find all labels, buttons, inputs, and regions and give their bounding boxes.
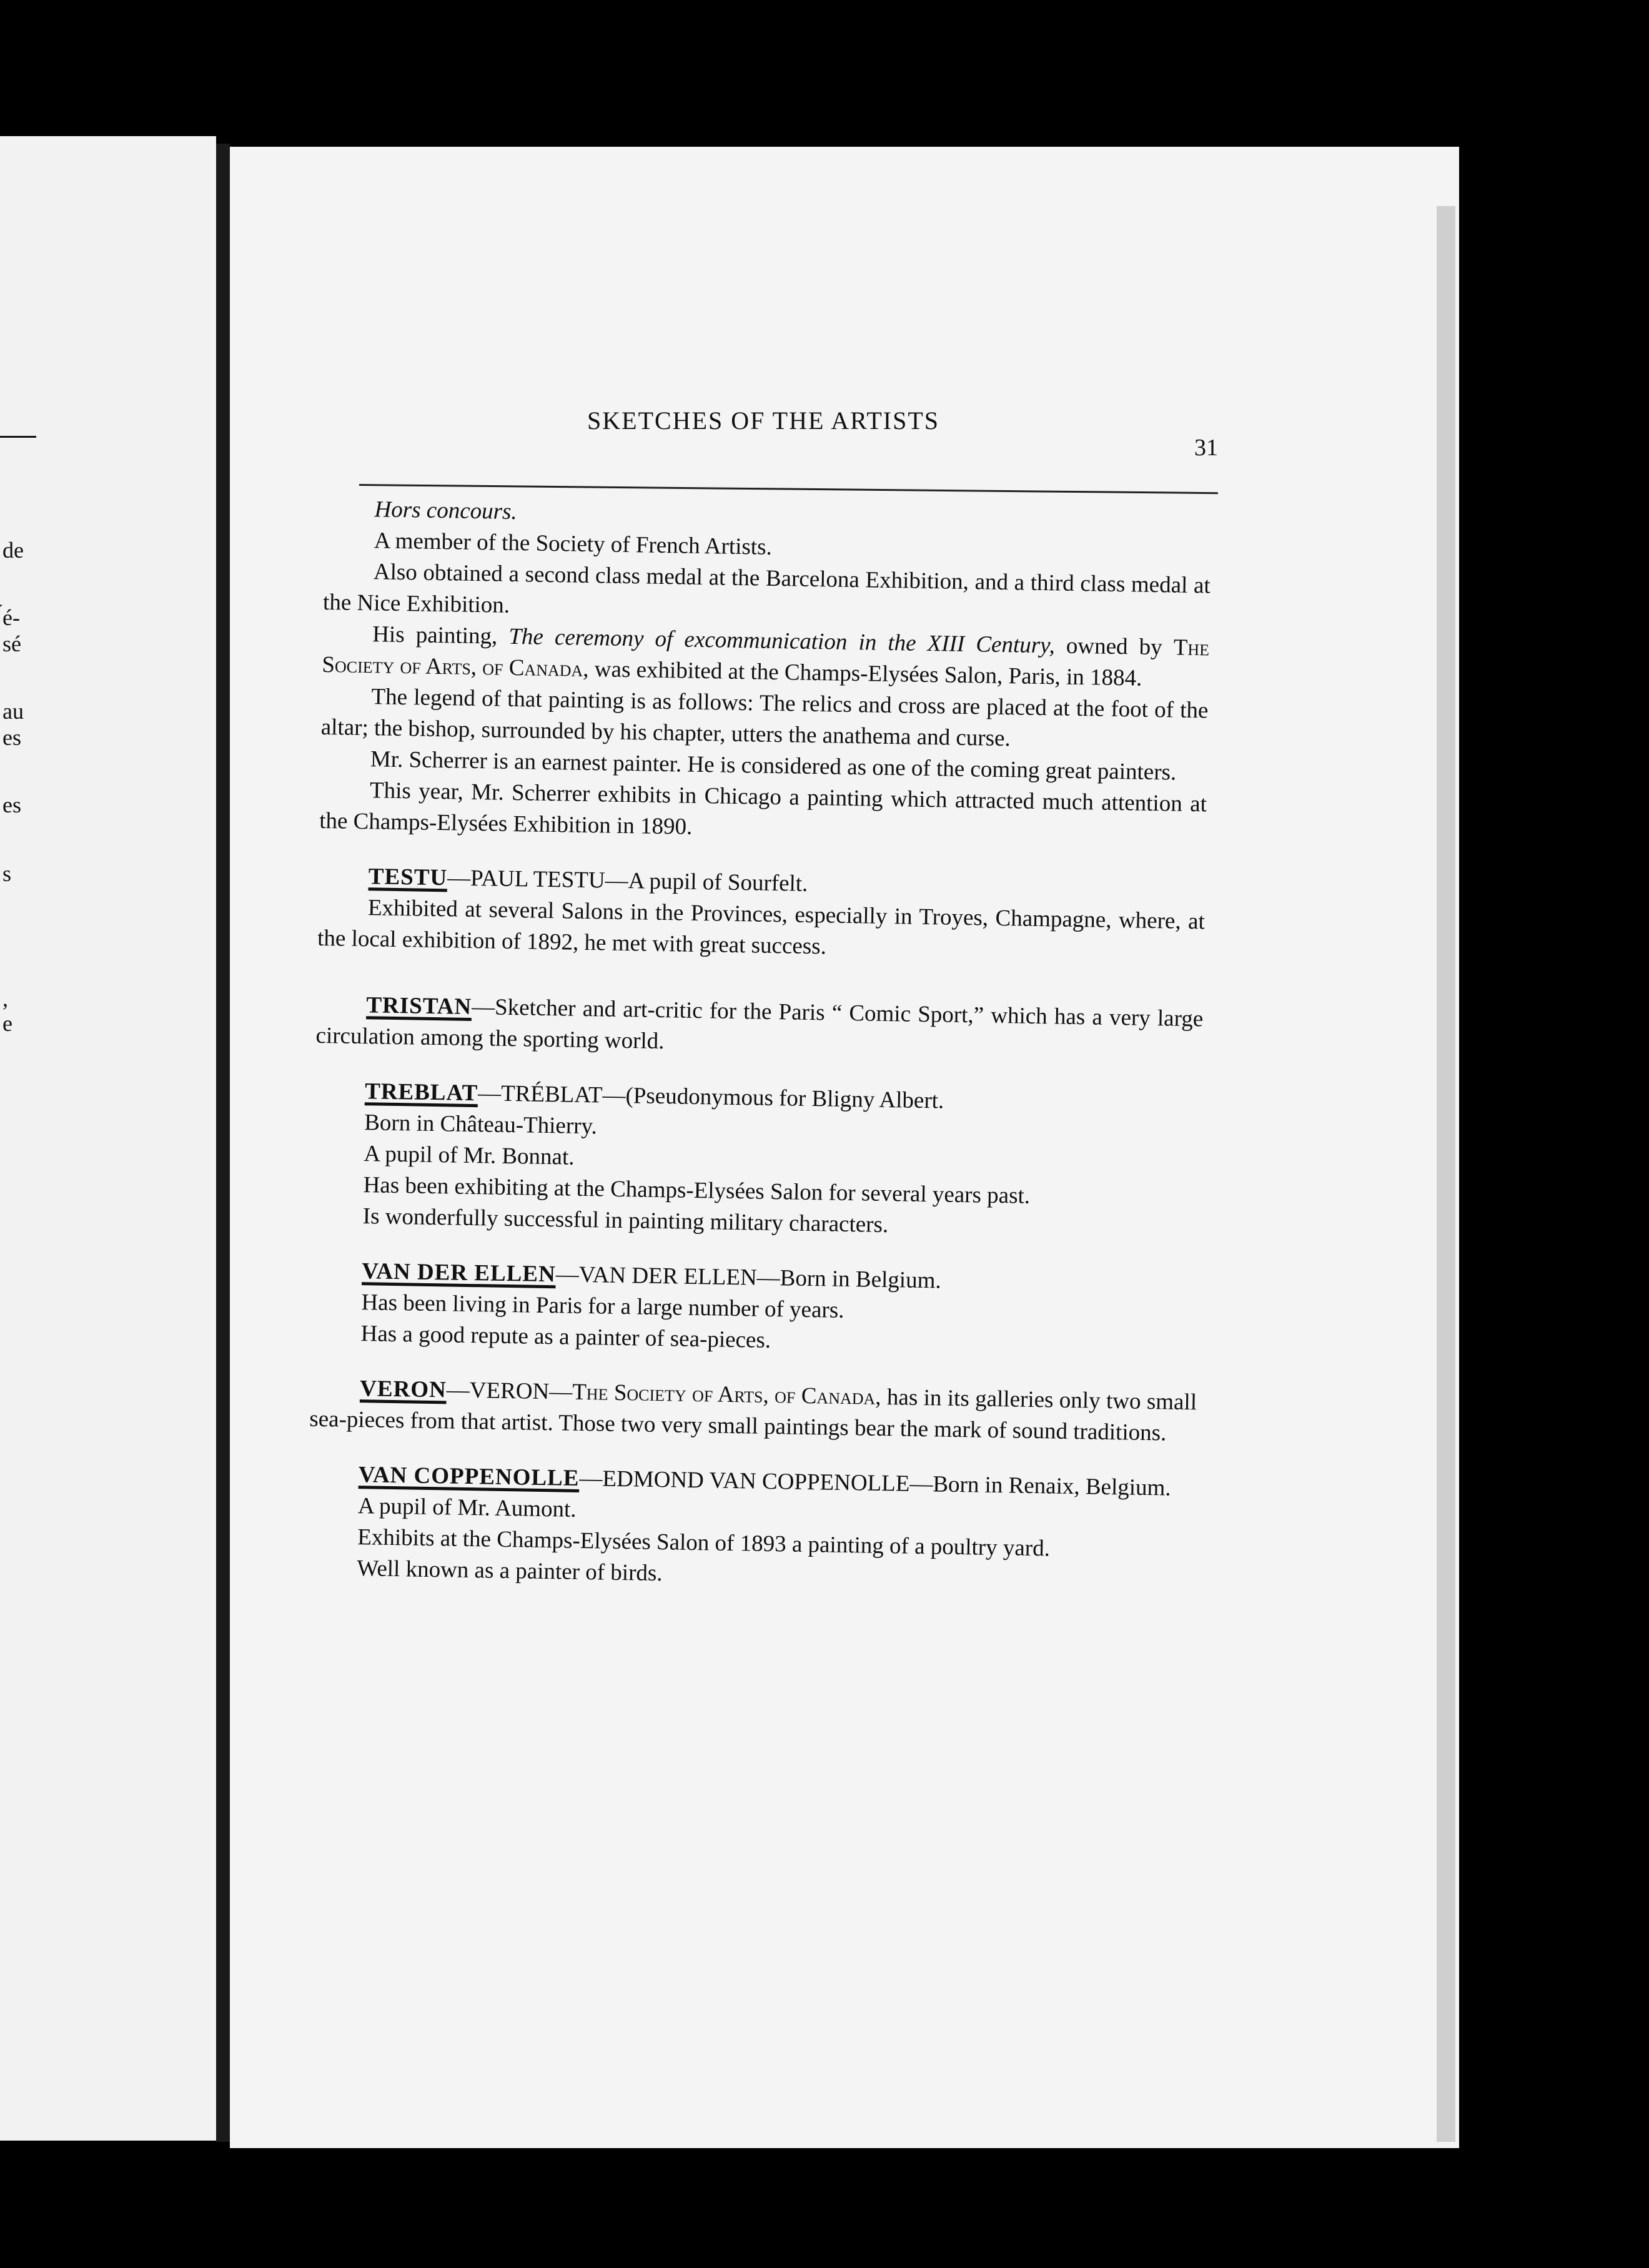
scherrer-legend: The legend of that painting is as follows: The relics and cross are placed at the foot of the altar; the bishop, surrounded by his chapter, utters the anathema and curse.	[320, 684, 1209, 752]
left-page-fragment: ,	[2, 986, 8, 1011]
page-body	[307, 493, 1212, 1598]
society-name: The Society of Arts, of Canada,	[322, 634, 1210, 683]
page-edge	[1437, 206, 1455, 2142]
left-page-fragment: es	[2, 725, 21, 750]
left-page-fragment: ́é-	[2, 605, 20, 630]
van-der-ellen-living: Has been living in Paris for a large number of years.	[361, 1289, 844, 1323]
left-page	[0, 136, 216, 2141]
left-page-rule	[0, 436, 36, 438]
left-page-fragment: e	[2, 1011, 12, 1036]
page-number: 31	[1194, 435, 1218, 461]
testu-exhibited: Exhibited at several Salons in the Provinces, especially in Troyes, Champagne, where, at the local exhibition of 1892, he met with great success.	[317, 895, 1206, 960]
entry-name-van-der-ellen: VAN DER ELLEN	[362, 1258, 557, 1288]
treblat-born: Born in Château-Thierry.	[364, 1110, 598, 1140]
scherrer-earnest: Mr. Scherrer is an earnest painter. He is considered as one of the coming great painters.	[370, 746, 1177, 786]
van-coppenolle-pupil: A pupil of Mr. Aumont.	[357, 1493, 577, 1522]
society-name: The Society of Arts, of Canada,	[572, 1379, 881, 1410]
entry-name-veron: VERON	[359, 1376, 447, 1403]
painting-title: The ceremony of excommunication in the XIII Century,	[508, 623, 1056, 659]
entry-name-van-coppenolle: VAN COPPENOLLE	[358, 1462, 580, 1491]
treblat-pupil: A pupil of Mr. Bonnat.	[364, 1141, 575, 1170]
entry-name-tristan: TRISTAN	[366, 992, 472, 1020]
entry-veron: VERON—VERON—The Society of Arts, of Canada, has in its galleries only two small sea-pieces from that artist. Those two very small paintings bear the mark of sound traditions.	[309, 1376, 1197, 1446]
van-coppenolle-birds: Well known as a painter of birds.	[357, 1556, 663, 1587]
scherrer-chicago: This year, Mr. Scherrer exhibits in Chicago a painting which attracted much attention at the Champs-Elysées Exhibition in 1890.	[319, 777, 1207, 840]
scherrer-painting: His painting, The ceremony of excommunication in the XIII Century, owned by The Society of Arts, of Canada, was exhibited at the Champs-Elysées Salon, Paris, in 1884.	[322, 621, 1210, 691]
scherrer-member: A member of the Society of French Artists.	[374, 528, 773, 560]
left-page-fragment: de	[2, 538, 24, 563]
entry-treblat: TREBLAT—TRÉBLAT—(Pseudonymous for Bligny Albert.	[364, 1078, 944, 1114]
entry-van-der-ellen: VAN DER ELLEN—VAN DER ELLEN—Born in Belgium.	[362, 1258, 942, 1294]
scherrer-hors-concours: Hors concours.	[374, 496, 518, 525]
treblat-successful: Is wonderfully successful in painting military characters.	[362, 1203, 889, 1238]
entry-name-testu: TESTU	[368, 864, 448, 891]
entry-testu: TESTU—PAUL TESTU—A pupil of Sourfelt.	[368, 864, 808, 897]
left-page-fragment: es	[2, 792, 21, 817]
scherrer-medals: Also obtained a second class medal at the Barcelona Exhibition, and a third class medal at the Nice Exhibition.	[322, 559, 1211, 618]
left-page-fragment: s	[2, 861, 12, 886]
van-coppenolle-exhibits: Exhibits at the Champs-Elysées Salon of 1893 a painting of a poultry yard.	[357, 1524, 1051, 1562]
entry-van-coppenolle: VAN COPPENOLLE—EDMOND VAN COPPENOLLE—Born in Renaix, Belgium.	[358, 1462, 1171, 1501]
left-page-fragment: sé	[2, 631, 21, 656]
book-spine	[216, 144, 230, 2142]
left-page-fragment: au	[2, 699, 24, 724]
van-der-ellen-repute: Has a good repute as a painter of sea-pieces.	[360, 1321, 771, 1354]
entry-name-treblat: TREBLAT	[364, 1078, 478, 1107]
entry-tristan: TRISTAN—Sketcher and art-critic for the Paris “ Comic Sport,” which has a very large circulation among the sporting world.	[315, 992, 1204, 1055]
running-header: SKETCHES OF THE ARTISTS	[587, 407, 940, 435]
treblat-exhibiting: Has been exhibiting at the Champs-Elysées Salon for several years past.	[363, 1172, 1031, 1209]
